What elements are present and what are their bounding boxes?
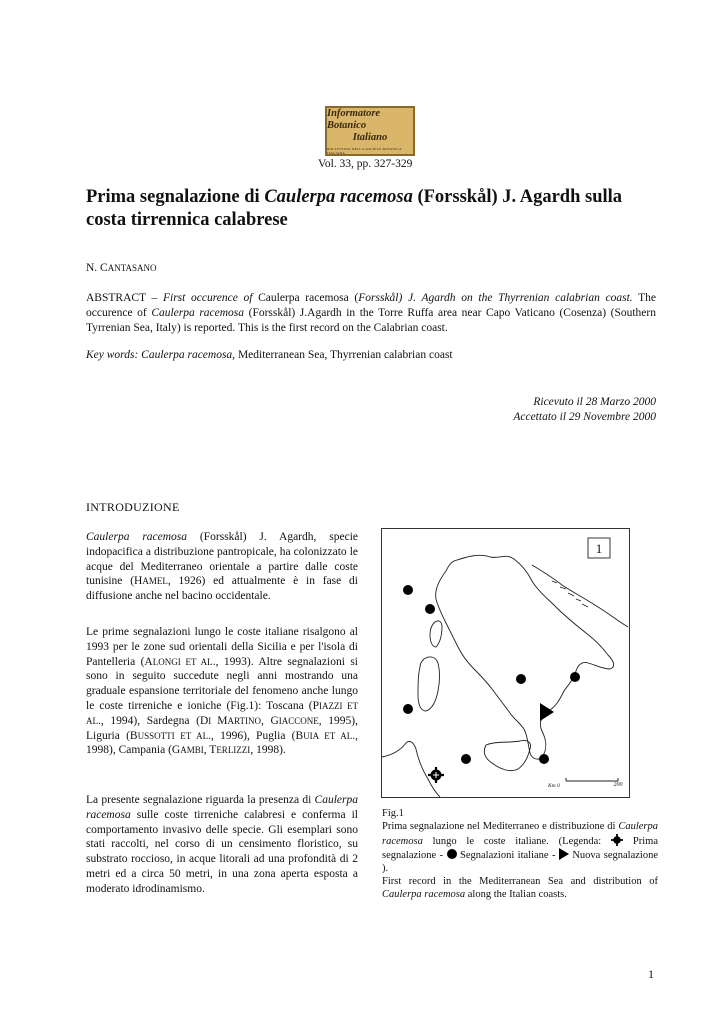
p1-species: Caulerpa racemosa	[86, 531, 188, 543]
corsica	[430, 621, 442, 647]
italy-map	[382, 529, 629, 797]
caption-it-5: Nuova segnalazione ).	[382, 850, 658, 875]
keywords-label: Key words: Caulerpa racemosa,	[86, 349, 236, 361]
p3-t1: La presente segnalazione riguarda la presenza di	[86, 794, 315, 806]
sicily	[484, 740, 530, 770]
island-4	[582, 604, 588, 607]
abstract-italic-3: ) J. Agardh on the Thyrrenian calabrian coast.	[398, 292, 633, 304]
p2-t1: Le prime segnalazioni lungo le coste italiane risalgono al 1993 per le zone sud orientali della Sicilia e per l'isola di Pantelleria (A	[86, 626, 358, 668]
p2-t4: , 1995), Liguria (B	[86, 714, 358, 742]
record-dot-sicilia-west	[461, 754, 471, 764]
abstract-label: ABSTRACT –	[86, 292, 163, 304]
title-species: Caulerpa racemosa	[264, 187, 413, 207]
p2-t5: ., 1996), Puglia (B	[208, 729, 304, 742]
keywords-text: Mediterranean Sea, Thyrrenian calabrian coast	[235, 349, 453, 361]
caption-it-4: Segnalazioni italiane -	[456, 850, 559, 862]
caption-it-3: Prima segnalazione -	[382, 835, 658, 862]
received-dates	[400, 395, 656, 425]
title-part-2: (Forsskål) J. Agardh sulla costa tirrennica calabrese	[86, 187, 623, 230]
p2-t3: ., 1994), Sardegna (D	[98, 714, 209, 727]
record-dot-sardegna	[403, 704, 413, 714]
abstract-italic-1: First occurence of	[162, 292, 259, 304]
italy-coastline	[436, 555, 614, 759]
p2-sc6: AMBI	[180, 745, 204, 756]
p3-species: Caulerpa racemosa	[86, 794, 358, 821]
p2-t2: ., 1993). Altre segnalazioni si sono in seguito succedute negli anni mostrando una graduale espansione territoriale del fenomeno anche lungo le coste tirreniche e ioniche (Fig.1): Toscana (P	[86, 655, 358, 712]
caption-en-1: First record in the Mediterranean Sea and distribution of	[382, 875, 658, 887]
caption-en-species: Caulerpa racemosa	[382, 888, 466, 900]
legend-triangle-icon	[559, 848, 569, 860]
logo-line-1: Informatore Botanico	[327, 107, 381, 131]
abstract	[86, 291, 656, 336]
p2-t7: , 1998).	[250, 744, 286, 757]
caption-italian	[382, 821, 658, 876]
paragraph-2	[86, 625, 358, 758]
p1-sc-a: AMEL	[142, 576, 168, 587]
caption-label: Fig.1	[382, 808, 404, 819]
scale-right-label: 200	[613, 782, 623, 788]
record-dot-liguria	[403, 585, 413, 595]
sardinia	[418, 657, 440, 711]
balkan-coast	[532, 565, 628, 627]
accepted-date: Accettato il 29 Novembre 2000	[513, 411, 656, 423]
figure-number: 1	[595, 541, 603, 556]
legend-dot-icon	[447, 849, 457, 859]
scale-left-label: Km 0	[548, 783, 560, 789]
tunisia-coast	[382, 741, 440, 797]
logo-line-2: Italiano	[352, 131, 388, 143]
caption-english	[382, 876, 658, 902]
record-dot-campania	[516, 674, 526, 684]
page-number: 1	[648, 967, 654, 981]
abstract-species-2: Caulerpa racemosa	[151, 307, 245, 319]
p2-sc2: IAZZI ET AL	[86, 700, 358, 726]
received-date: Ricevuto il 28 Marzo 2000	[533, 396, 656, 408]
p2-sc3: I	[208, 715, 218, 726]
author	[86, 262, 157, 274]
first-record-marker	[428, 767, 444, 783]
island-3	[576, 599, 581, 601]
p3-t2: sulle coste tirreniche calabresi e conferma il comportamento invasivo delle specie. Gli esemplari sono stati raccolti, nel corso di un censimento floristico, su substrato roccioso, in acque litorali ad una profondità di 2 metri ed a circa 50 metri, in una zona aperta esposta a moderato idrodinamismo.	[86, 808, 358, 895]
paragraph-1	[86, 530, 358, 604]
new-record-triangle	[540, 703, 554, 721]
legend-first-record-icon	[611, 836, 623, 847]
p2-sc4: USSOTTI ET AL	[137, 730, 209, 741]
volume-info: Vol. 33, pp. 327-329	[318, 158, 413, 170]
journal-logo	[325, 106, 415, 156]
paragraph-3	[86, 793, 358, 897]
record-dot-toscana	[425, 604, 435, 614]
title-part-1: Prima segnalazione di	[86, 187, 265, 207]
figure-caption	[382, 808, 658, 902]
section-heading: INTRODUZIONE	[86, 500, 180, 514]
caption-en-2: along the Italian coasts.	[465, 888, 567, 900]
record-dot-puglia	[570, 672, 580, 682]
keywords	[86, 349, 656, 361]
caption-it-1: Prima segnalazione nel Mediterraneo e distribuzione di	[382, 820, 619, 832]
p2-sc5: UIA ET AL	[303, 730, 353, 741]
caption-it-2: lungo le coste italiane. (Legenda:	[422, 835, 612, 847]
island-2	[568, 593, 574, 596]
author-surname: ANTASANO	[107, 263, 157, 273]
island-5	[552, 581, 557, 583]
record-dot-sicilia-east	[539, 754, 549, 764]
abstract-open: (	[348, 292, 359, 304]
abstract-text-1: The occurence of	[86, 292, 657, 319]
p1-text-b: , 1926) ed attualmente è in fase di diffusione anche nel bacino occidentale.	[86, 575, 358, 603]
paper-title	[86, 186, 666, 232]
p2-sc1: LONGI ET AL	[152, 656, 213, 667]
abstract-text-2: (Forsskål) J.Agardh in the Torre Ruffa area near Capo Vaticano (Cosenza) (Southern Tyrrenian Sea, Italy) is reported. This is the first record on the Calabrian coast.	[86, 307, 656, 334]
abstract-italic-2: Forsskål	[358, 292, 399, 304]
author-initial: N. C	[86, 262, 108, 274]
p2-sc3c: IACCONE	[278, 715, 319, 726]
logo-line-3: BOLLETTINO DELLA SOCIETÀ BOTANICA ITALIANA	[327, 146, 402, 155]
abstract-species-1: Caulerpa racemosa	[258, 292, 349, 304]
figure-map	[381, 528, 630, 798]
p2-t6: ., 1998), Campania (G	[86, 729, 358, 757]
p2-t6b: , T	[203, 744, 217, 757]
p2-t3c: , G	[260, 714, 279, 727]
caption-it-species: Caulerpa racemosa	[382, 820, 658, 847]
p2-sc3b: ARTINO	[227, 715, 261, 726]
p1-text-a: (Forsskål) J. Agardh, specie indopacifica a distribuzione pantropicale, ha colonizzato le acque del Mediterraneo orientale a partire dalle coste tunisine (H	[86, 531, 358, 588]
p2-sc6b: ERLIZZI	[216, 745, 251, 756]
p2-t3b: M	[217, 714, 228, 727]
